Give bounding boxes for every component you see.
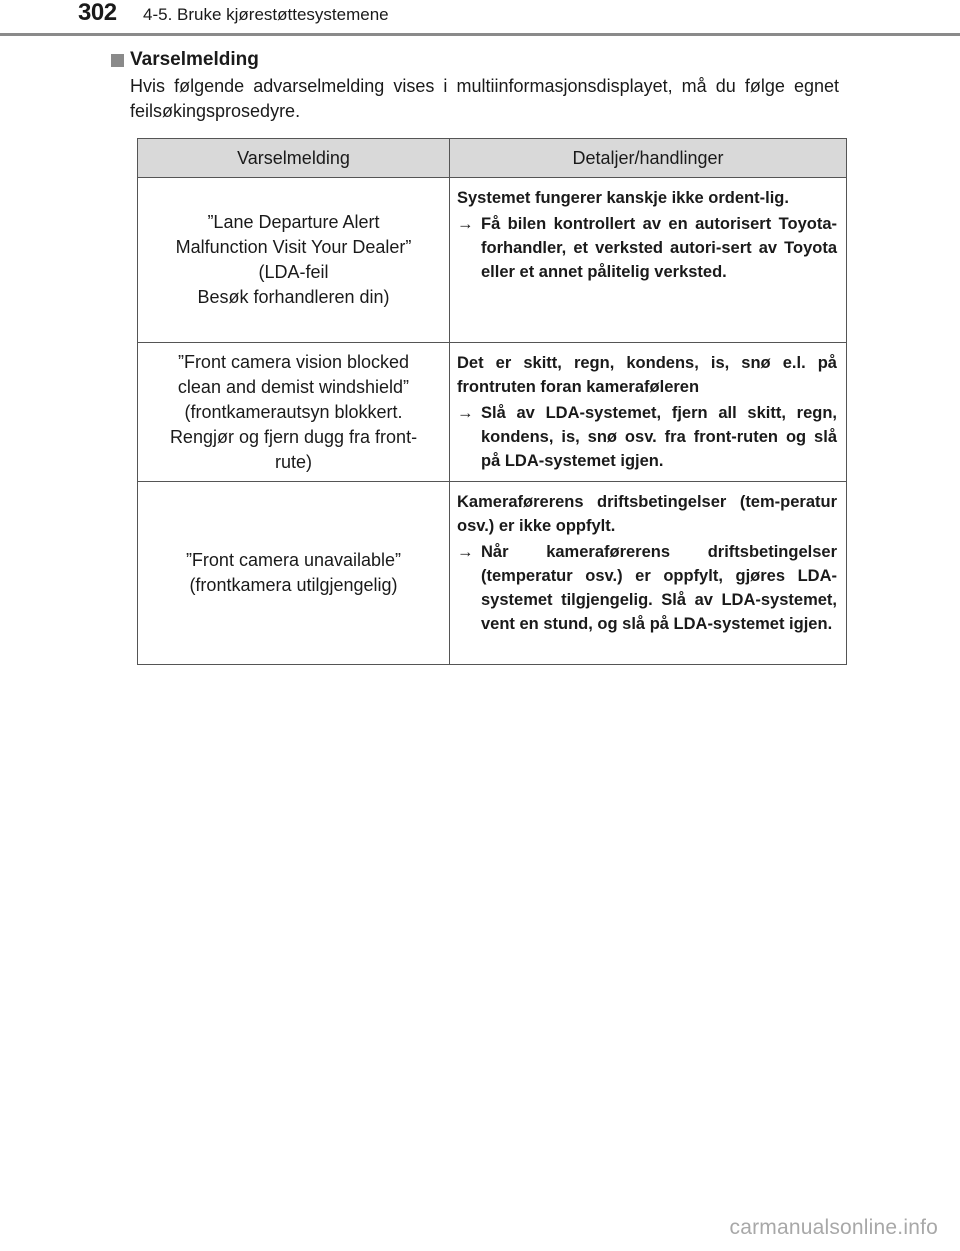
message-line: ”Front camera vision blocked (177, 351, 410, 372)
table-row (138, 178, 847, 343)
column-header-message: Varselmelding (138, 139, 450, 178)
message-line: (frontkamera utilgjengelig) (189, 575, 398, 595)
header-divider (0, 33, 960, 36)
message-cell (138, 343, 450, 482)
details-cell (450, 178, 847, 343)
message-line: Malfunction Visit Your Dealer” (175, 237, 412, 257)
table-row (138, 343, 847, 482)
message-line: (LDA-feil (258, 262, 329, 282)
message-line: Besøk forhandleren din) (197, 287, 390, 307)
column-header-details: Detaljer/handlinger (450, 139, 847, 178)
message-line: Rengjør og fjern dugg fra front- (169, 426, 418, 447)
table-row (138, 482, 847, 665)
message-line: rute) (274, 451, 312, 472)
action-item (457, 540, 837, 636)
section-heading-text: Varselmelding (130, 49, 259, 70)
action-text: Når kameraførerens driftsbetingelser (temperatur osv.) er oppfylt, gjøres LDA-systemet tilgjengelig. Slå av LDA-systemet, vent en stund, og slå på LDA-systemet igjen. (481, 543, 837, 633)
details-cell (450, 482, 847, 665)
action-text: Få bilen kontrollert av en autorisert Toyota-forhandler, et verksted autori-sert av Toyota eller et annet pålitelig verksted. (481, 215, 837, 281)
arrow-right-icon: → (457, 404, 474, 422)
action-item (457, 401, 837, 473)
arrow-right-icon: → (457, 543, 474, 561)
table-header-row (138, 139, 847, 178)
details-cell (450, 343, 847, 482)
action-text: Slå av LDA-systemet, fjern all skitt, regn, kondens, is, snø osv. fra front-ruten og slå på LDA-systemet igjen. (481, 404, 837, 470)
cause-text: Kameraførerens driftsbetingelser (tem-peratur osv.) er ikke oppfylt. (457, 493, 837, 535)
chapter-title: 4-5. Bruke kjørestøttesystemene (143, 5, 389, 24)
message-line: ”Lane Departure Alert (207, 212, 380, 232)
message-cell (138, 482, 450, 665)
page-number: 302 (78, 0, 117, 26)
intro-paragraph: Hvis følgende advarselmelding vises i multiinformasjonsdisplayet, må du følge egnet feilsøkingsprosedyre. (130, 76, 839, 121)
message-cell (138, 178, 450, 343)
message-line: clean and demist windshield” (177, 376, 410, 397)
message-line: ”Front camera unavailable” (185, 550, 402, 570)
action-item (457, 212, 837, 284)
square-bullet-icon (111, 54, 124, 67)
watermark: carmanualsonline.info (729, 1216, 938, 1239)
cause-text: Systemet fungerer kanskje ikke ordent-lig. (457, 189, 789, 207)
message-line: (frontkamerautsyn blokkert. (184, 401, 403, 422)
warning-message-table (137, 138, 847, 665)
cause-text: Det er skitt, regn, kondens, is, snø e.l. på frontruten foran kameraføleren (457, 354, 837, 396)
section-heading (111, 49, 259, 71)
page-header (0, 0, 960, 40)
arrow-right-icon: → (457, 215, 474, 233)
